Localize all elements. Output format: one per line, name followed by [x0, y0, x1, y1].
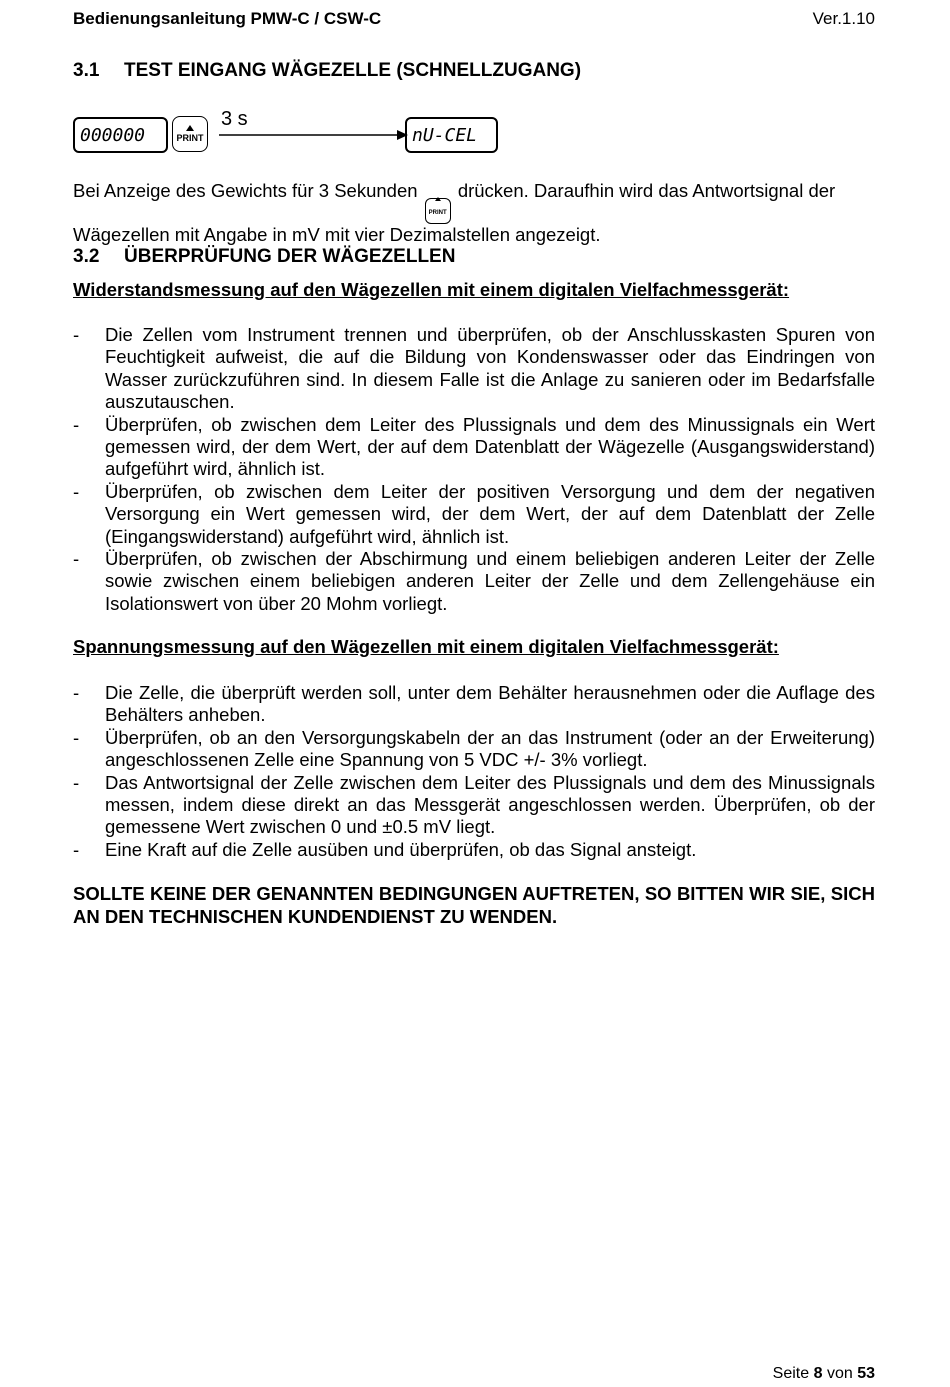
list-item: - Überprüfen, ob zwischen dem Leiter der positiven Versorgung und dem der negativen Versorgung ein Wert gemessen wird, der dem Wert, der auf dem Datenblatt der Zelle (Eingangswiderstand) aufgeführt wird, ähnlich ist. — [73, 481, 875, 548]
text-before-key: Bei Anzeige des Gewichts für 3 Sekunden — [73, 180, 418, 201]
print-key-label: PRINT — [176, 133, 204, 143]
service-warning: SOLLTE KEINE DER GENANNTEN BEDINGUNGEN AUFTRETEN, SO BITTEN WIR SIE, SICH AN DEN TECHNISCHEN KUNDENDIENST ZU WENDEN. — [73, 883, 875, 927]
document-title: Bedienungsanleitung PMW-C / CSW-C — [73, 9, 382, 28]
section-number: 3.2 — [73, 246, 100, 267]
hold-duration: 3 s — [221, 108, 248, 130]
section-3-1-text — [73, 180, 875, 246]
list-item: - Überprüfen, ob zwischen der Abschirmung und einem beliebigen anderen Leiter der Zelle sowie zwischen einem beliebigen anderen Leiter der Zelle und dem Zellengehäuse ein Isolationswert von über 20 Mohm vorliegt. — [73, 548, 875, 615]
voltage-heading: Spannungsmessung auf den Wägezellen mit einem digitalen Vielfachmessgerät: — [73, 636, 779, 657]
text-after-key: drücken. Daraufhin wird das Antwortsignal der Wägezellen mit Angabe in mV mit vier Dezimalstellen angezeigt. — [73, 180, 836, 245]
display-weight — [73, 117, 168, 153]
page-footer — [773, 1365, 875, 1383]
footer-prefix: Seite — [772, 1365, 810, 1382]
list-item: - Eine Kraft auf die Zelle ausüben und überprüfen, ob das Signal ansteigt. — [73, 839, 875, 861]
print-key-inline-label: PRINT — [428, 210, 447, 216]
list-item: - Überprüfen, ob an den Versorgungskabeln der an das Instrument (oder an der Erweiterung) angeschlossenen Zelle eine Spannung von 5 VDC +/- 3% vorliegt. — [73, 727, 875, 772]
section-title: TEST EINGANG WÄGEZELLE (SCHNELLZUGANG) — [124, 60, 582, 81]
list-item: - Das Antwortsignal der Zelle zwischen dem Leiter des Plussignals und dem des Minussignals messen, indem diese direkt an das Messgerät angeschlossen werden. Überprüfen, ob der gemessene Wert zwischen 0 und ±0.5 mV liegt. — [73, 772, 875, 839]
page-total: 53 — [857, 1365, 875, 1382]
list-item: - Die Zellen vom Instrument trennen und überprüfen, ob der Anschlusskasten Spuren von Feuchtigkeit aufweist, die auf die Bildung von Kondenswasser oder das Eindringen von Wasser zurückzuführen sind. In diesem Falle ist die Anlage zu sanieren oder im Bedarfsfalle auszutauschen. — [73, 324, 875, 414]
section-number: 3.1 — [73, 60, 100, 81]
list-item: - Die Zelle, die überprüft werden soll, unter dem Behälter herausnehmen oder die Auflage des Behälters anheben. — [73, 682, 875, 727]
display-cell-test-value: nU-CEL — [412, 124, 478, 146]
arrow-up-icon — [435, 197, 441, 201]
page-number: 8 — [813, 1365, 823, 1382]
section-3-2-heading — [73, 246, 455, 268]
voltage-list — [73, 682, 875, 861]
resistance-heading: Widerstandsmessung auf den Wägezellen mit einem digitalen Vielfachmessgerät: — [73, 279, 790, 300]
section-title: ÜBERPRÜFUNG DER WÄGEZELLEN — [124, 246, 456, 267]
print-key-icon — [172, 116, 208, 152]
document-version: Ver.1.10 — [812, 9, 875, 28]
display-cell-test — [405, 117, 498, 153]
page-header — [73, 9, 875, 29]
footer-separator: von — [826, 1365, 853, 1382]
arrow-up-icon — [186, 125, 194, 131]
quick-access-diagram — [73, 108, 513, 168]
print-key-inline-icon — [425, 198, 451, 224]
display-weight-value: 000000 — [80, 124, 146, 146]
resistance-list — [73, 324, 875, 615]
arrow-right-icon — [219, 128, 409, 142]
list-item: - Überprüfen, ob zwischen dem Leiter des Plussignals und dem des Minussignals ein Wert gemessen wird, der dem Wert, der auf dem Datenblatt der Wägezelle (Ausgangswiderstand) aufgeführt wird, ähnlich ist. — [73, 414, 875, 481]
section-3-1-heading — [73, 60, 581, 82]
